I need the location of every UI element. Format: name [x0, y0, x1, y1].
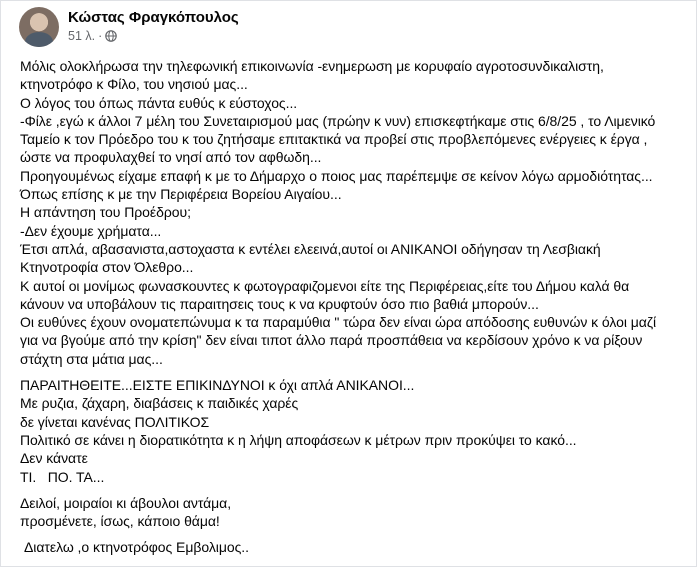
post-line: για να βγούμε από την κρίση" δεν είναι τιποτ άλλο παρά προσπάθεια να κερδίσουν χρόνο κ να ρίξουν — [20, 332, 643, 349]
post-line: κτηνοτρόφο κ Φίλο, του νησιού μας... — [20, 76, 248, 93]
post-line: Έτσι απλά, αβασανιστα,αστοχαστα κ εντέλει ελεεινά,αυτοί οι ΑΝΙΚΑΝΟΙ οδήγησαν τη Λεσβιακή — [20, 240, 601, 257]
post-line: Ταμείο κ τον Πρόεδρο του κ του ζητήσαμε επιτακτικά να προβεί στις προβλεπόμενες ενέργειες κ έργα , — [20, 131, 648, 148]
post-line: Δεν κάνατε — [20, 450, 88, 467]
avatar[interactable] — [19, 7, 59, 47]
meta-separator: · — [98, 29, 103, 43]
post-line: Η απάντηση του Προέδρου; — [20, 204, 191, 221]
post-line: -Δεν έχουμε χρήματα... — [20, 222, 162, 239]
post-line: Κτηνοτροφία στον Όλεθρο... — [20, 259, 194, 276]
post-line: Οι ευθύνες έχουν ονοματεπώνυμα κ τα παραμύθια " τώρα δεν είναι ώρα απόδοσης ευθυνών κ όλοι μαζί — [20, 314, 657, 331]
post-time[interactable]: 51 λ. — [68, 29, 96, 43]
post-line: ΤΙ. ΠΟ. ΤΑ... — [20, 468, 105, 485]
post-line: προσμένετε, ίσως, κάποιο θάμα! — [20, 513, 220, 530]
post-line: Προηγουμένως είχαμε επαφή κ με το Δήμαρχο ο ποιος μας παρέπεμψε σε κείνον λόγω αρμοδιότητας... — [20, 167, 653, 184]
post-line: Δειλοί, μοιραίοι κι άβουλοι αντάμα, — [20, 494, 232, 511]
post-line: Με ρυζια, ζάχαρη, διαβάσεις κ παιδικές χαρές — [20, 395, 299, 412]
post-line: Κ αυτοί οι μονίμως φωνασκουντες κ φωτογραφιζομενοι είτε της Περιφέρειας,είτε του Δήμου καλά θα — [20, 277, 630, 294]
post-line: Όπως επίσης κ με την Περιφέρεια Βορείου Αιγαίου... — [20, 186, 342, 203]
post-body — [20, 57, 690, 557]
author-name[interactable]: Κώστας Φραγκόπουλος — [68, 9, 239, 26]
globe-icon[interactable] — [105, 30, 117, 42]
post-line: -Φίλε ,εγώ κ άλλοι 7 μέλη του Συνεταιρισμού μας (πρώην κ νυν) επισκεφτήκαμε στις 6/8/25 , το Λιμενικό — [20, 112, 656, 129]
post-line: ΠΑΡΑΙΤΗΘΕΙΤΕ...ΕΙΣΤΕ ΕΠΙΚΙΝΔΥΝΟΙ κ όχι απλά ΑΝΙΚΑΝΟΙ... — [20, 377, 415, 394]
post-signature: Διατελω ,ο κτηνοτρόφος Εμβολιμος.. — [24, 539, 249, 556]
post-meta — [68, 29, 117, 43]
post-line: κάνουν να υποβάλουν τις παραιτησεις τους κ να κρυφτούν όσο πιο βαθιά μπορούν... — [20, 295, 539, 312]
post-line: στάχτη στα μάτια μας... — [20, 350, 163, 367]
post-line: Ο λόγος του όπως πάντα ευθύς κ εύστοχος... — [20, 94, 298, 111]
post-line: Μόλις ολοκλήρωσα την τηλεφωνική επικοινωνία -ενημερωση με κορυφαίο αγροτοσυνδικαλιστη, — [20, 58, 604, 74]
post-line: Πολιτικό σε κάνει η διορατικότητα κ η λήψη αποφάσεων κ μέτρων πριν προκύψει το κακό... — [20, 431, 577, 448]
post-line: δε γίνεται κανένας ΠΟΛΙΤΙΚΟΣ — [20, 413, 210, 430]
post-header — [19, 7, 679, 47]
post-line: ώστε να προφυλαχθεί το νησί από τον αφθωδη... — [20, 149, 322, 166]
